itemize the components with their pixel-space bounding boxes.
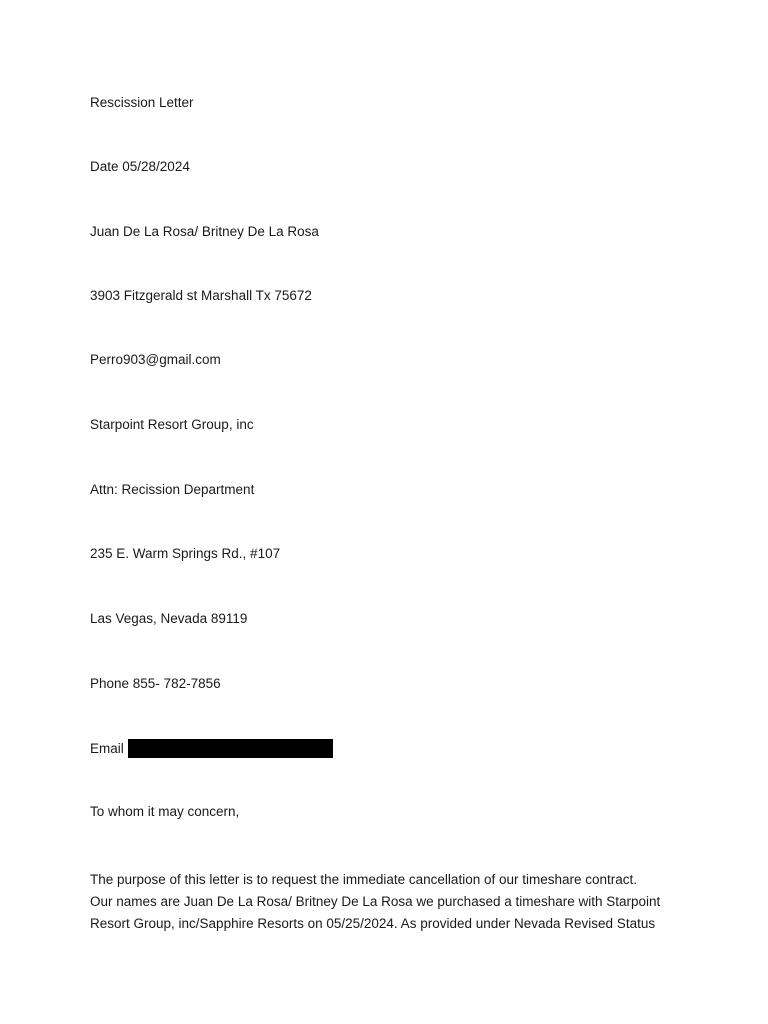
- body-line: The purpose of this letter is to request the immediate cancellation of our timeshare contract.: [90, 872, 638, 887]
- salutation: To whom it may concern,: [90, 804, 240, 819]
- letter-title: Rescission Letter: [90, 95, 194, 110]
- recipient-street: 235 E. Warm Springs Rd., #107: [90, 546, 281, 561]
- sender-names: Juan De La Rosa/ Britney De La Rosa: [90, 224, 319, 239]
- recipient-phone: Phone 855- 782-7856: [90, 676, 221, 691]
- sender-email: Perro903@gmail.com: [90, 352, 221, 367]
- body-line: Resort Group, inc/Sapphire Resorts on 05/25/2024. As provided under Nevada Revised Status: [90, 916, 656, 931]
- body-line: Our names are Juan De La Rosa/ Britney De La Rosa we purchased a timeshare with Starpoint: [90, 894, 661, 909]
- recipient-email-label: Email: [90, 741, 124, 757]
- recipient-email-line: [90, 740, 333, 759]
- body-paragraph: [90, 869, 680, 935]
- recipient-city: Las Vegas, Nevada 89119: [90, 611, 248, 626]
- sender-address: 3903 Fitzgerald st Marshall Tx 75672: [90, 288, 312, 303]
- redaction-block: [128, 739, 333, 758]
- recipient-company: Starpoint Resort Group, inc: [90, 417, 254, 432]
- letter-date: Date 05/28/2024: [90, 159, 190, 174]
- recipient-attention: Attn: Recission Department: [90, 482, 255, 497]
